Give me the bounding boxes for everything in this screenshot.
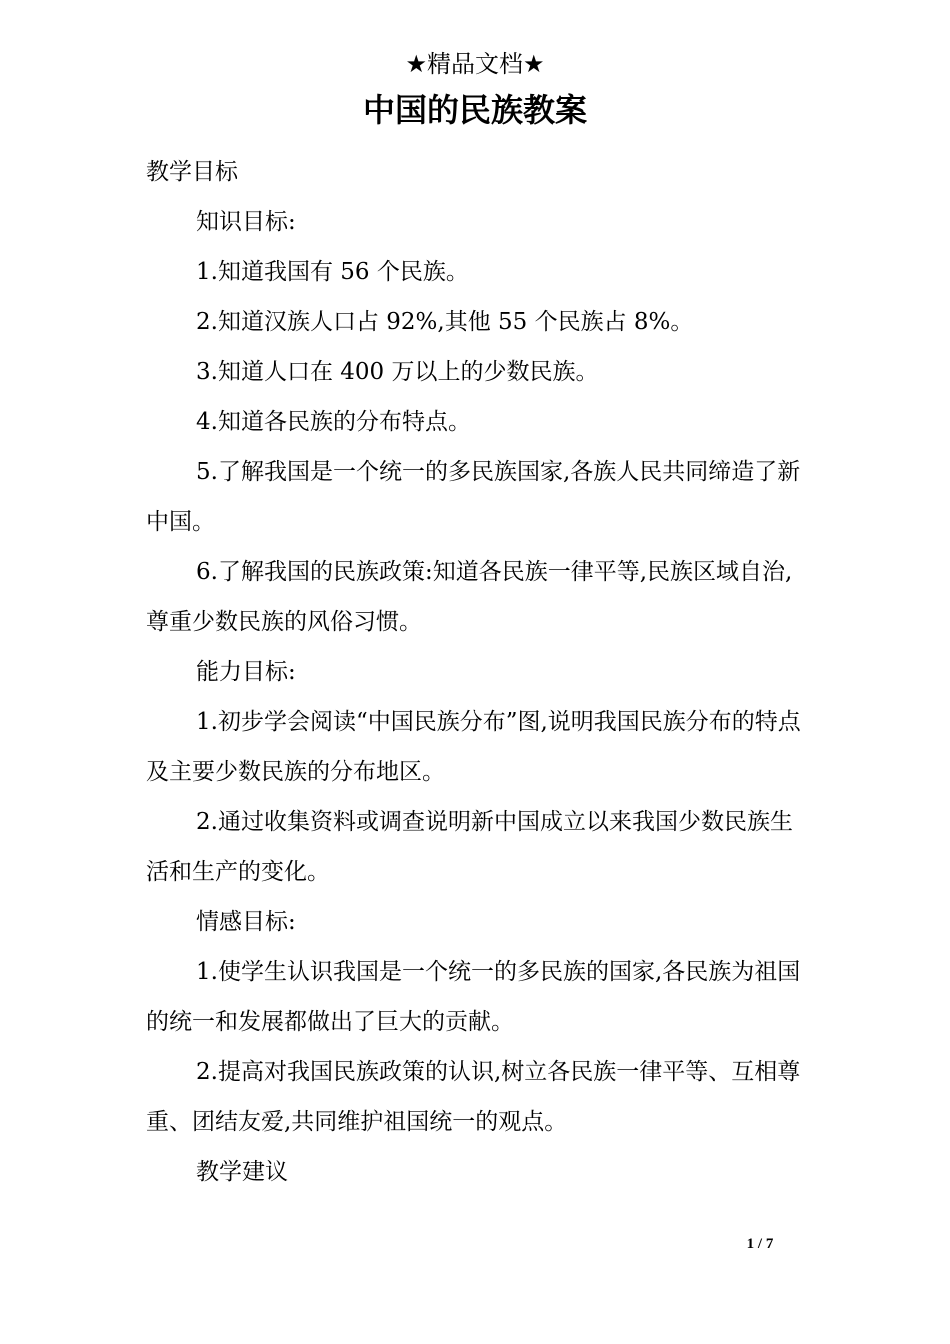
paragraph: 1.初步学会阅读“中国民族分布”图,说明我国民族分布的特点及主要少数民族的分布地区。	[146, 709, 801, 785]
paragraph: 知识目标:	[196, 209, 296, 235]
paragraph: 5.了解我国是一个统一的多民族国家,各族人民共同缔造了新中国。	[146, 459, 801, 535]
page-header: ★精品文档★	[405, 50, 545, 78]
paragraph: 教学目标	[146, 159, 238, 185]
page-number: 1 / 7	[746, 1236, 774, 1252]
paragraph: 1.知道我国有 56 个民族。	[196, 259, 469, 285]
document-body	[146, 147, 806, 1197]
paragraph: 6.了解我国的民族政策:知道各民族一律平等,民族区域自治,尊重少数民族的风俗习惯。	[146, 559, 793, 635]
paragraph: 情感目标:	[196, 909, 296, 935]
document-title: 中国的民族教案	[362, 91, 587, 129]
paragraph: 2.通过收集资料或调查说明新中国成立以来我国少数民族生活和生产的变化。	[146, 809, 793, 885]
paragraph: 能力目标:	[196, 659, 296, 685]
paragraph: 教学建议	[196, 1159, 288, 1185]
paragraph: 2.知道汉族人口占 92%,其他 55 个民族占 8%。	[196, 309, 694, 335]
paragraph: 2.提高对我国民族政策的认识,树立各民族一律平等、互相尊重、团结友爱,共同维护祖国统一的观点。	[146, 1059, 801, 1135]
paragraph: 1.使学生认识我国是一个统一的多民族的国家,各民族为祖国的统一和发展都做出了巨大的贡献。	[146, 959, 801, 1035]
paragraph: 3.知道人口在 400 万以上的少数民族。	[196, 359, 599, 385]
paragraph: 4.知道各民族的分布特点。	[196, 409, 471, 435]
